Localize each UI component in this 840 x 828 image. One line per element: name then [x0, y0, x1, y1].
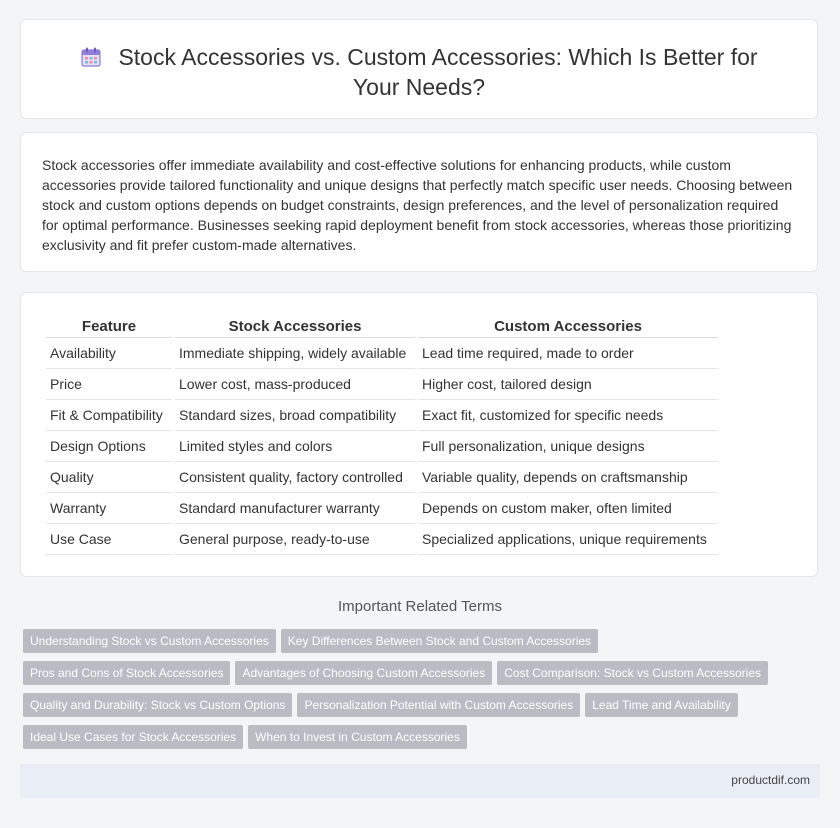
related-term-tag[interactable]: Understanding Stock vs Custom Accessories — [23, 629, 276, 653]
table-cell: Limited styles and colors — [175, 431, 415, 462]
related-terms-tags — [23, 629, 803, 757]
table-cell: Immediate shipping, widely available — [175, 338, 415, 369]
table-row — [46, 493, 718, 524]
related-term-tag[interactable]: Personalization Potential with Custom Accessories — [297, 693, 580, 717]
related-term-tag[interactable]: Pros and Cons of Stock Accessories — [23, 661, 230, 685]
table-cell: Exact fit, customized for specific needs — [418, 400, 718, 431]
table-row — [46, 431, 718, 462]
related-term-tag[interactable]: Lead Time and Availability — [585, 693, 738, 717]
table-row — [46, 338, 718, 369]
column-header-custom: Custom Accessories — [418, 315, 718, 338]
page-title-text: Stock Accessories vs. Custom Accessories: Which Is Better for Your Needs? — [118, 44, 758, 100]
table-cell: Standard manufacturer warranty — [175, 493, 415, 524]
table-row — [46, 400, 718, 431]
table-row — [46, 369, 718, 400]
table-cell: Full personalization, unique designs — [418, 431, 718, 462]
table-cell: Quality — [46, 462, 172, 493]
table-cell: Warranty — [46, 493, 172, 524]
related-term-tag[interactable]: Advantages of Choosing Custom Accessories — [235, 661, 492, 685]
comparison-table-card — [20, 292, 818, 577]
table-cell: Lower cost, mass-produced — [175, 369, 415, 400]
table-cell: Higher cost, tailored design — [418, 369, 718, 400]
table-cell: Standard sizes, broad compatibility — [175, 400, 415, 431]
table-cell: Price — [46, 369, 172, 400]
related-term-tag[interactable]: Ideal Use Cases for Stock Accessories — [23, 725, 243, 749]
table-cell: Design Options — [46, 431, 172, 462]
table-cell: Lead time required, made to order — [418, 338, 718, 369]
column-header-stock: Stock Accessories — [175, 315, 415, 338]
table-cell: Availability — [46, 338, 172, 369]
summary-text: Stock accessories offer immediate availability and cost-effective solutions for enhancing products, while custom accessories provide tailored functionality and unique designs that perfectly match specific user needs. Choosing between stock and custom options depends on budget constraints, design preferences, and the level of personalization required for optimal performance. Businesses seeking rapid deployment benefit from stock accessories, whereas those prioritizing exclusivity and fit prefer custom-made alternatives. — [42, 157, 793, 253]
footer-site-link[interactable]: productdif.com — [731, 773, 810, 787]
comparison-table — [43, 315, 721, 555]
summary-card — [20, 132, 818, 272]
table-header-row — [46, 315, 718, 338]
table-cell: Depends on custom maker, often limited — [418, 493, 718, 524]
page-title — [59, 42, 779, 102]
table-cell: Variable quality, depends on craftsmanship — [418, 462, 718, 493]
header-card — [20, 19, 818, 119]
calendar-icon — [80, 46, 102, 68]
header-inner — [21, 42, 817, 102]
table-cell: Specialized applications, unique requirements — [418, 524, 718, 555]
table-row — [46, 524, 718, 555]
table-cell: Fit & Compatibility — [46, 400, 172, 431]
related-term-tag[interactable]: Key Differences Between Stock and Custom Accessories — [281, 629, 598, 653]
table-cell: General purpose, ready-to-use — [175, 524, 415, 555]
related-term-tag[interactable]: When to Invest in Custom Accessories — [248, 725, 467, 749]
related-term-tag[interactable]: Quality and Durability: Stock vs Custom Options — [23, 693, 292, 717]
related-terms-title: Important Related Terms — [338, 598, 502, 615]
table-row — [46, 462, 718, 493]
table-cell: Use Case — [46, 524, 172, 555]
footer — [20, 764, 820, 798]
column-header-feature: Feature — [46, 315, 172, 338]
table-cell: Consistent quality, factory controlled — [175, 462, 415, 493]
related-term-tag[interactable]: Cost Comparison: Stock vs Custom Accessories — [497, 661, 768, 685]
